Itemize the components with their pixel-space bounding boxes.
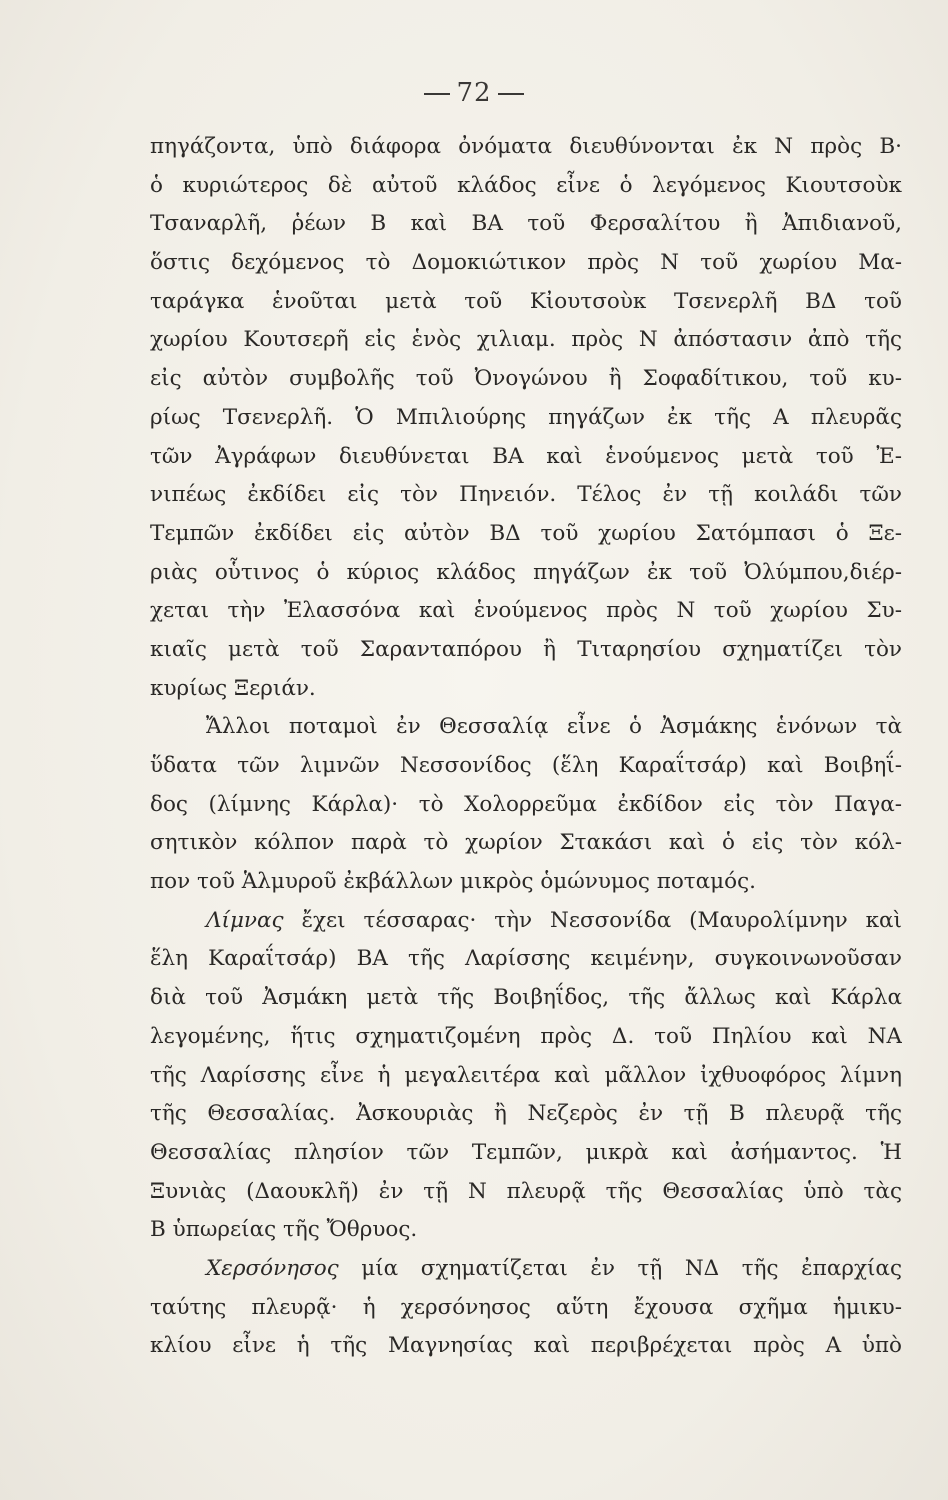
- line-text: ὅστις δεχόμενος τὸ Δομοκιώτικον πρὸς Ν τοῦ χωρίου Μα-: [150, 250, 902, 276]
- text-line: [150, 1134, 902, 1173]
- line-text: τῆς Λαρίσσης εἶνε ἡ μεγαλειτέρα καὶ μᾶλλον ἰχθυοφόρος λίμνη: [150, 1062, 902, 1088]
- text-line: [150, 940, 902, 979]
- text-line: [150, 1250, 902, 1289]
- line-text: νιπέως ἐκδίδει εἰς τὸν Πηνειόν. Τέλος ἐν τῇ κοιλάδι τῶν: [150, 482, 902, 508]
- text-line: [150, 1095, 902, 1134]
- text-line: [150, 747, 902, 786]
- line-text: εἰς αὐτὸν συμβολῆς τοῦ Ὀνογώνου ἢ Σοφαδίτικου, τοῦ κυ-: [150, 366, 902, 392]
- line-text: πηγάζοντα, ὑπὸ διάφορα ὀνόματα διευθύνονται ἐκ Ν πρὸς Β·: [150, 134, 902, 159]
- text-line: [150, 902, 902, 941]
- line-text: διὰ τοῦ Ἀσμάκη μετὰ τῆς Βοιβηΐδος, τῆς ἄλλως καὶ Κάρλα: [150, 985, 902, 1011]
- line-text: κυρίως Ξεριάν.: [150, 675, 316, 701]
- page-number-right-dash: [498, 93, 524, 95]
- text-line: [150, 399, 902, 438]
- text-line: [150, 128, 902, 167]
- line-text: τῆς Θεσσαλίας. Ἀσκουριὰς ἢ Νεζερὸς ἐν τῇ Β πλευρᾷ τῆς: [150, 1101, 902, 1127]
- line-text: ταύτης πλευρᾷ· ἡ χερσόνησος αὕτη ἔχουσα σχῆμα ἡμικυ-: [150, 1294, 902, 1320]
- page-number: [0, 78, 948, 108]
- text-line: [150, 1327, 902, 1366]
- line-text: Β ὑπωρείας τῆς Ὄθρυος.: [150, 1217, 418, 1243]
- line-text: ὁ κυριώτερος δὲ αὐτοῦ κλάδος εἶνε ὁ λεγόμενος Κιουτσοὺκ: [150, 172, 902, 198]
- text-line: [150, 592, 902, 631]
- text-line: [150, 670, 902, 709]
- line-text: Ἄλλοι ποταμοὶ ἐν Θεσσαλίᾳ εἶνε ὁ Ἀσμάκης ἑνόνων τὰ: [206, 714, 902, 740]
- line-text: μία σχηματίζεται ἐν τῇ ΝΔ τῆς ἐπαρχίας: [338, 1255, 902, 1281]
- line-text: ἕλη Καραΐτσάρ) ΒΑ τῆς Λαρίσσης κειμένην, συγκοινωνοῦσαν: [150, 946, 902, 972]
- line-text: σητικὸν κόλπον παρὰ τὸ χωρίον Στακάσι καὶ ὁ εἰς τὸν κόλ-: [150, 830, 902, 856]
- text-line: [150, 1211, 902, 1250]
- text-line: [150, 438, 902, 477]
- line-text: τῶν Ἀγράφων διευθύνεται ΒΑ καὶ ἑνούμενος μετὰ τοῦ Ἐ-: [150, 443, 902, 469]
- line-text: πον τοῦ Ἁλμυροῦ ἐκβάλλων μικρὸς ὁμώνυμος ποταμός.: [150, 869, 756, 895]
- page-number-value: 72: [456, 78, 492, 108]
- text-line: [150, 1173, 902, 1212]
- italic-lead-word: Λίμνας: [206, 907, 284, 933]
- line-text: Τεμπῶν ἐκδίδει εἰς αὐτὸν ΒΔ τοῦ χωρίου Σατόμπασι ὁ Ξε-: [150, 520, 902, 546]
- line-text: κλίου εἶνε ἡ τῆς Μαγνησίας καὶ περιβρέχεται πρὸς Α ὑπὸ: [150, 1333, 902, 1359]
- text-line: [150, 708, 902, 747]
- line-text: Ξυνιὰς (Δαουκλῆ) ἐν τῇ Ν πλευρᾷ τῆς Θεσσαλίας ὑπὸ τὰς: [150, 1178, 902, 1204]
- line-text: λεγομένης, ἥτις σχηματιζομένη πρὸς Δ. τοῦ Πηλίου καὶ ΝΑ: [150, 1023, 902, 1049]
- text-line: [150, 979, 902, 1018]
- text-line: [150, 1057, 902, 1096]
- line-text: ρίως Τσενερλῆ. Ὁ Μπιλιούρης πηγάζων ἐκ τῆς Α πλευρᾶς: [150, 404, 902, 430]
- text-line: [150, 476, 902, 515]
- line-text: ὕδατα τῶν λιμνῶν Νεσσονίδος (ἕλη Καραΐτσάρ) καὶ Βοιβηΐ-: [150, 753, 902, 778]
- text-line: [150, 360, 902, 399]
- text-line: [150, 205, 902, 244]
- text-line: [150, 515, 902, 554]
- text-line: [150, 554, 902, 593]
- line-text: ταράγκα ἑνοῦται μετὰ τοῦ Κἰουτσοὺκ Τσενερλῆ ΒΔ τοῦ: [150, 288, 902, 314]
- italic-lead-word: Χερσόνησος: [206, 1255, 339, 1281]
- line-text: κιαῖς μετὰ τοῦ Σαρανταπόρου ἢ Τιταρησίου σχηματίζει τὸν: [150, 636, 902, 662]
- text-line: [150, 824, 902, 863]
- text-line: [150, 1289, 902, 1328]
- text-line: [150, 167, 902, 206]
- line-text: ριὰς οὗτινος ὁ κύριος κλάδος πηγάζων ἐκ τοῦ Ὀλύμπου,διέρ-: [150, 559, 902, 585]
- line-text: χωρίου Κουτσερῆ εἰς ἑνὸς χιλιαμ. πρὸς Ν ἀπόστασιν ἀπὸ τῆς: [150, 327, 902, 353]
- text-line: [150, 244, 902, 283]
- text-line: [150, 283, 902, 322]
- text-line: [150, 1018, 902, 1057]
- text-line: [150, 631, 902, 670]
- line-text: χεται τὴν Ἐλασσόνα καὶ ἑνούμενος πρὸς Ν τοῦ χωρίου Συ-: [150, 598, 902, 624]
- body-text: [150, 128, 902, 1366]
- text-line: [150, 786, 902, 825]
- line-text: Θεσσαλίας πλησίον τῶν Τεμπῶν, μικρὰ καὶ ἀσήμαντος. Ἡ: [150, 1139, 902, 1165]
- page-number-left-dash: [424, 93, 450, 95]
- text-line: [150, 321, 902, 360]
- line-text: ἔχει τέσσαρας· τὴν Νεσσονίδα (Μαυρολίμνην καὶ: [283, 907, 902, 933]
- text-line: [150, 863, 902, 902]
- line-text: δος (λίμνης Κάρλα)· τὸ Χολορρεῦμα ἐκδίδον εἰς τὸν Παγα-: [150, 791, 902, 817]
- line-text: Τσαναρλῆ, ῥέων Β καὶ ΒΑ τοῦ Φερσαλίτου ἢ Ἀπιδιανοῦ,: [150, 211, 902, 237]
